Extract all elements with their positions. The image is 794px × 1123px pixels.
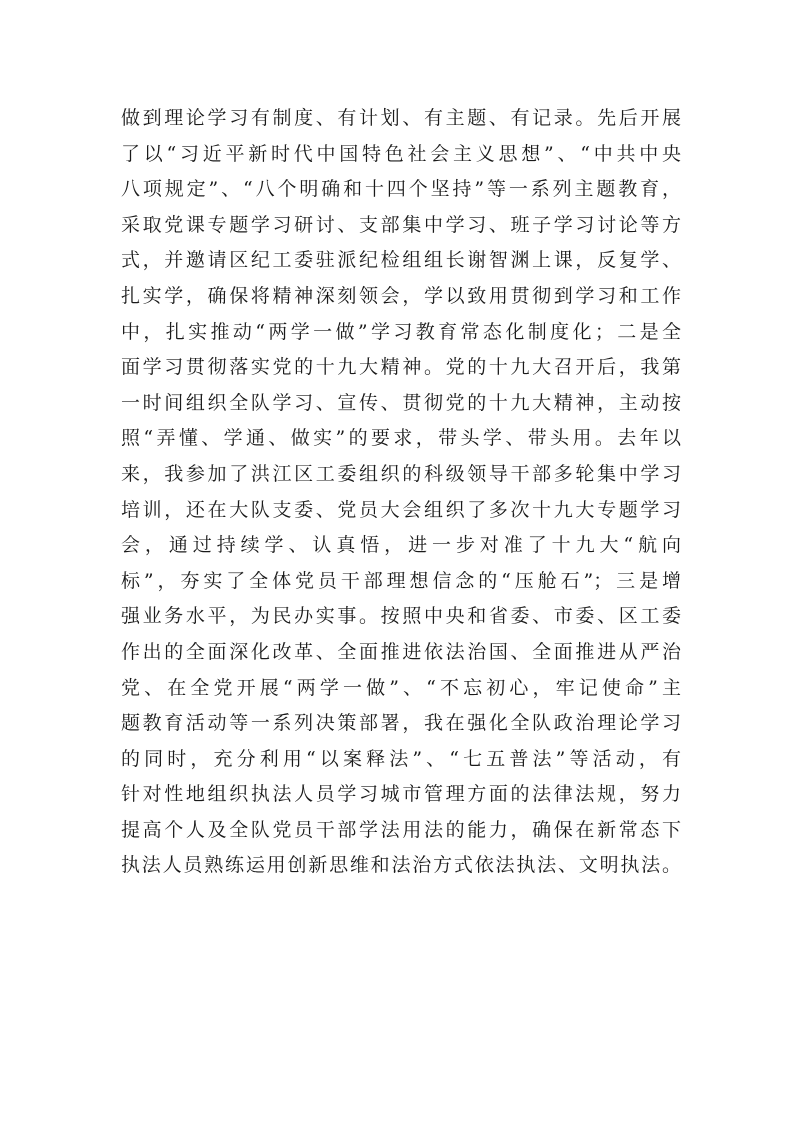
text-line-19: 的同时，充分利用“以案释法”、“七五普法”等活动，有 <box>121 747 681 770</box>
text-line-7: 中，扎实推动“两学一做”学习教育常态化制度化；二是全 <box>121 320 681 343</box>
text-line-12: 培训，还在大队支委、党员大会组织了多次十九大专题学习 <box>121 498 681 521</box>
text-line-5: 式，并邀请区纪工委驻派纪检组组长谢智渊上课，反复学、 <box>121 249 681 272</box>
text-line-20: 针对性地组织执法人员学习城市管理方面的法律法规，努力 <box>121 783 681 806</box>
text-line-14: 标”，夯实了全体党员干部理想信念的“压舱石”；三是增 <box>121 569 681 592</box>
text-line-1: 做到理论学习有制度、有计划、有主题、有记录。先后开展 <box>121 107 681 129</box>
text-line-13: 会，通过持续学、认真悟，进一步对准了十九大“航向 <box>121 534 681 557</box>
text-line-8: 面学习贯彻落实党的十九大精神。党的十九大召开后，我第 <box>121 356 681 379</box>
text-line-3: 八项规定”、“八个明确和十四个坚持”等一系列主题教育， <box>121 178 681 201</box>
text-line-4: 采取党课专题学习研讨、支部集中学习、班子学习讨论等方 <box>121 213 681 236</box>
text-line-22: 执法人员熟练运用创新思维和法治方式依法执法、文明执法。 <box>121 854 681 877</box>
text-line-18: 题教育活动等一系列决策部署，我在强化全队政治理论学习 <box>121 712 681 735</box>
text-line-10: 照“弄懂、学通、做实”的要求，带头学、带头用。去年以 <box>121 427 681 450</box>
text-line-9: 一时间组织全队学习、宣传、贯彻党的十九大精神，主动按 <box>121 391 681 414</box>
text-line-6: 扎实学，确保将精神深刻领会，学以致用贯彻到学习和工作 <box>121 284 681 307</box>
body-paragraph <box>121 101 681 884</box>
text-line-2: 了以“习近平新时代中国特色社会主义思想”、“中共中央 <box>121 142 681 165</box>
text-line-17: 党、在全党开展“两学一做”、“不忘初心，牢记使命”主 <box>121 676 681 699</box>
text-line-21: 提高个人及全队党员干部学法用法的能力，确保在新常态下 <box>121 818 681 841</box>
text-line-11: 来，我参加了洪江区工委组织的科级领导干部多轮集中学习 <box>121 462 681 485</box>
text-line-15: 强业务水平，为民办实事。按照中央和省委、市委、区工委 <box>121 605 681 628</box>
text-line-16: 作出的全面深化改革、全面推进依法治国、全面推进从严治 <box>121 640 681 663</box>
